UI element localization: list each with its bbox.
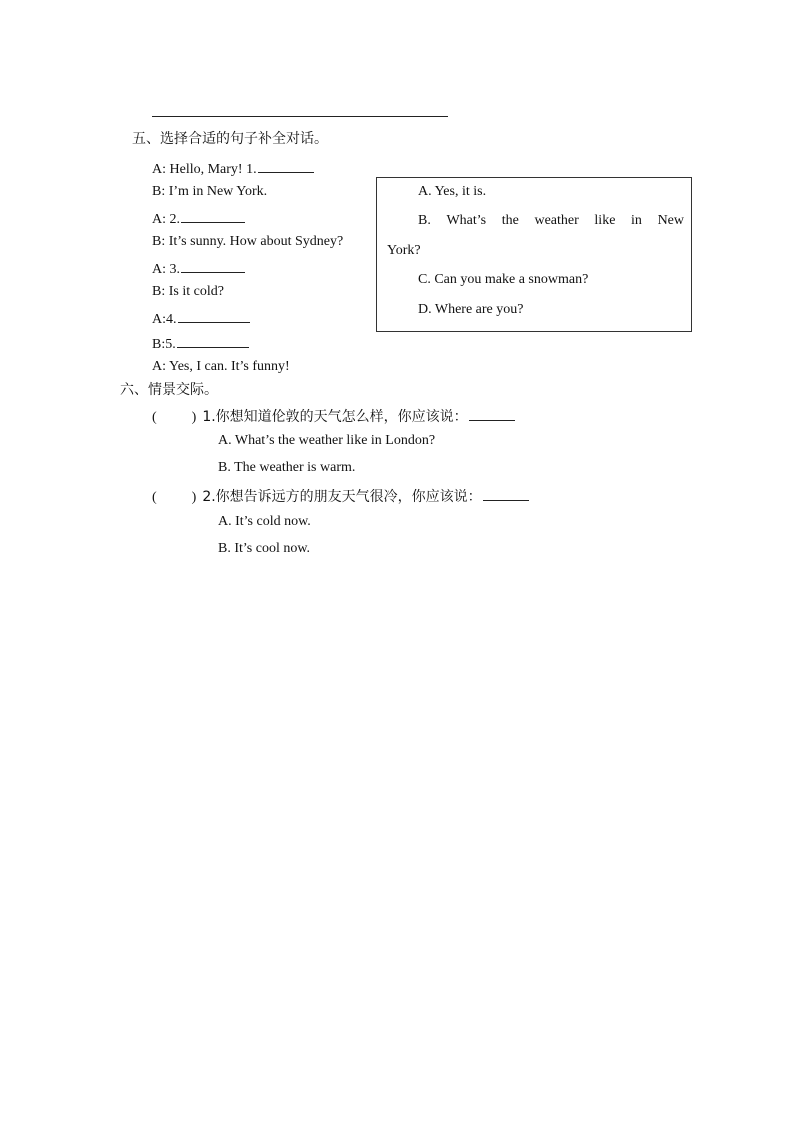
question-1-choice-b: B. The weather is warm.	[218, 460, 356, 475]
dialogue-line-1: A: Hello, Mary! 1.	[152, 158, 314, 179]
question-2-choice-a: A. It’s cold now.	[218, 514, 311, 529]
section6-title: 六、情景交际。	[120, 382, 218, 398]
blank-4[interactable]	[178, 308, 250, 323]
dialogue-line-5: A: 3.	[152, 258, 245, 279]
dialogue-line-4: B: It’s sunny. How about Sydney?	[152, 234, 344, 249]
option-d: D. Where are you?	[418, 302, 524, 317]
dialogue-line-9: A: Yes, I can. It’s funny!	[152, 359, 290, 374]
answer-paren-2[interactable]: ( )	[152, 490, 197, 505]
question-1-choice-a: A. What’s the weather like in London?	[218, 433, 436, 448]
dialogue-line-2: B: I’m in New York.	[152, 184, 268, 199]
option-c: C. Can you make a snowman?	[418, 272, 589, 287]
question-2-prompt: 2.你想告诉远方的朋友天气很冷，你应该说：	[202, 489, 482, 505]
answer-paren-1[interactable]: ( )	[152, 410, 197, 425]
question-2-choice-b: B. It’s cool now.	[218, 541, 311, 556]
dialogue-line-8: B:5.	[152, 333, 249, 354]
question-1	[152, 406, 515, 427]
blank-5[interactable]	[177, 333, 249, 348]
blank-2[interactable]	[181, 208, 245, 223]
blank-3[interactable]	[181, 258, 245, 273]
dialogue-line-7: A:4.	[152, 308, 250, 329]
dialogue-line-3: A: 2.	[152, 208, 245, 229]
blank-1[interactable]	[258, 158, 314, 173]
answer-line-top	[152, 116, 448, 117]
dialogue-line-6: B: Is it cold?	[152, 284, 224, 299]
section5-title: 五、选择合适的句子补全对话。	[132, 131, 328, 147]
question-1-prompt: 1.你想知道伦敦的天气怎么样，你应该说：	[202, 409, 468, 425]
question-1-blank[interactable]	[469, 406, 515, 421]
option-b: B. What’s the weather like in New	[418, 213, 684, 228]
option-b-continued: York?	[387, 243, 421, 258]
question-2	[152, 486, 529, 507]
question-2-blank[interactable]	[483, 486, 529, 501]
option-a: A. Yes, it is.	[418, 184, 487, 199]
